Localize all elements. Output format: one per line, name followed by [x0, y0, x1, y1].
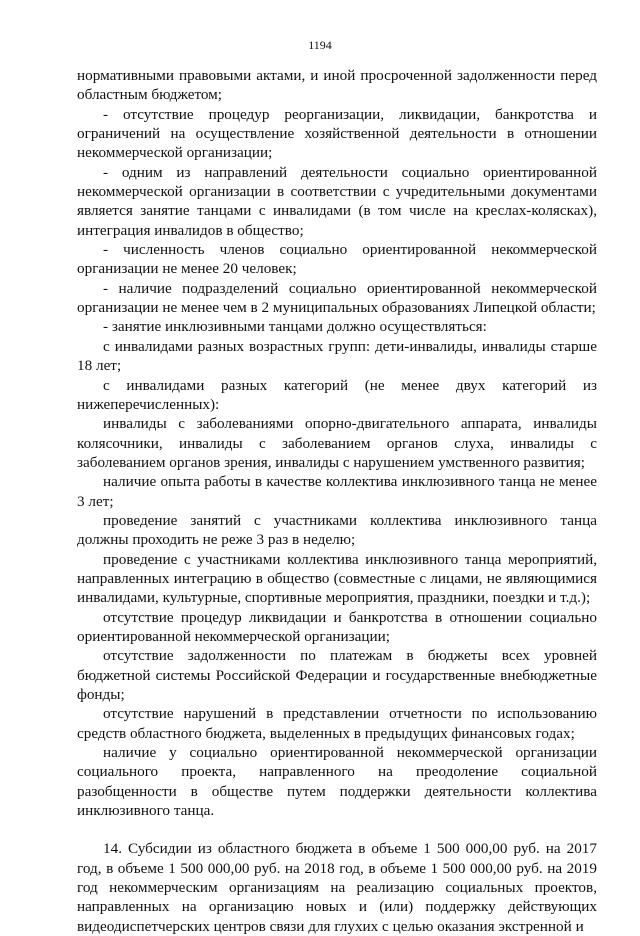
paragraph-16: наличие у социально ориентированной некоммерческой организации социального проекта, направленного на преодоление социальной разобщенности в обществе путем поддержки деятельности коллектива инклюзивного танца. — [77, 744, 597, 820]
paragraph-13: отсутствие процедур ликвидации и банкротства в отношении социально ориентированной некоммерческой организации; — [77, 608, 597, 645]
paragraph-8: с инвалидами разных категорий (не менее двух категорий из нижеперечисленных): — [77, 376, 597, 413]
section-14-paragraph: 14. Субсидии из областного бюджета в объеме 1 500 000,00 руб. на 2017 год, в объеме 1 500 000,00 руб. на 2018 год, в объеме 1 500 000,00 руб. на 2019 год некоммерческим организациям на реализацию социальных проектов, направленных на организацию новых и (или) поддержку действующих видеодиспетчерских центров связи для глухих с целью оказания экстренной и — [77, 840, 597, 935]
paragraph-1: нормативными правовыми актами, и иной просроченной задолженности перед областным бюджетом; — [77, 67, 597, 104]
paragraph-11: проведение занятий с участниками коллектива инклюзивного танца должны проходить не реже 3 раз в неделю; — [77, 511, 597, 549]
paragraph-5: - наличие подразделений социально ориентированной некоммерческой организации не менее чем в 2 муниципальных образованиях Липецкой области; — [77, 279, 597, 317]
paragraph-6: - занятие инклюзивными танцами должно осуществляться: — [103, 318, 487, 336]
paragraph-7: с инвалидами разных возрастных групп: дети-инвалиды, инвалиды старше 18 лет; — [77, 337, 597, 375]
paragraph-14: отсутствие задолженности по платежам в бюджеты всех уровней бюджетной системы Российской Федерации и государственные внебюджетные фонды; — [77, 647, 597, 703]
document-body — [77, 66, 597, 936]
paragraph-12: проведение с участниками коллектива инклюзивного танца мероприятий, направленных интеграцию в общество (совместные с лицами, не являющимися инвалидами, культурные, спортивные мероприятия, праздники, поездки и т.д.); — [77, 550, 597, 607]
paragraph-15: отсутствие нарушений в представлении отчетности по использованию средств областного бюджета, выделенных в предыдущих финансовых годах; — [77, 705, 597, 742]
page-number: 1194 — [308, 38, 332, 52]
paragraph-2: - отсутствие процедур реорганизации, ликвидации, банкротства и ограничений на осуществление хозяйственной деятельности в отношении некоммерческой организации; — [77, 105, 597, 162]
paragraph-10: наличие опыта работы в качестве коллектива инклюзивного танца не менее 3 лет; — [77, 473, 597, 510]
paragraph-3: - одним из направлений деятельности социально ориентированной некоммерческой организации в соответствии с учредительными документами является занятие танцами с инвалидами (в том числе на креслах-колясках), интеграция инвалидов в общество; — [77, 163, 597, 239]
paragraph-9: инвалиды с заболеваниями опорно-двигательного аппарата, инвалиды колясочники, инвалиды с заболеванием органов слуха, инвалиды с заболеванием органов зрения, инвалиды с нарушением умственного развития; — [77, 415, 597, 471]
paragraph-4: - численность членов социально ориентированной некоммерческой организации не менее 20 человек; — [77, 241, 597, 278]
